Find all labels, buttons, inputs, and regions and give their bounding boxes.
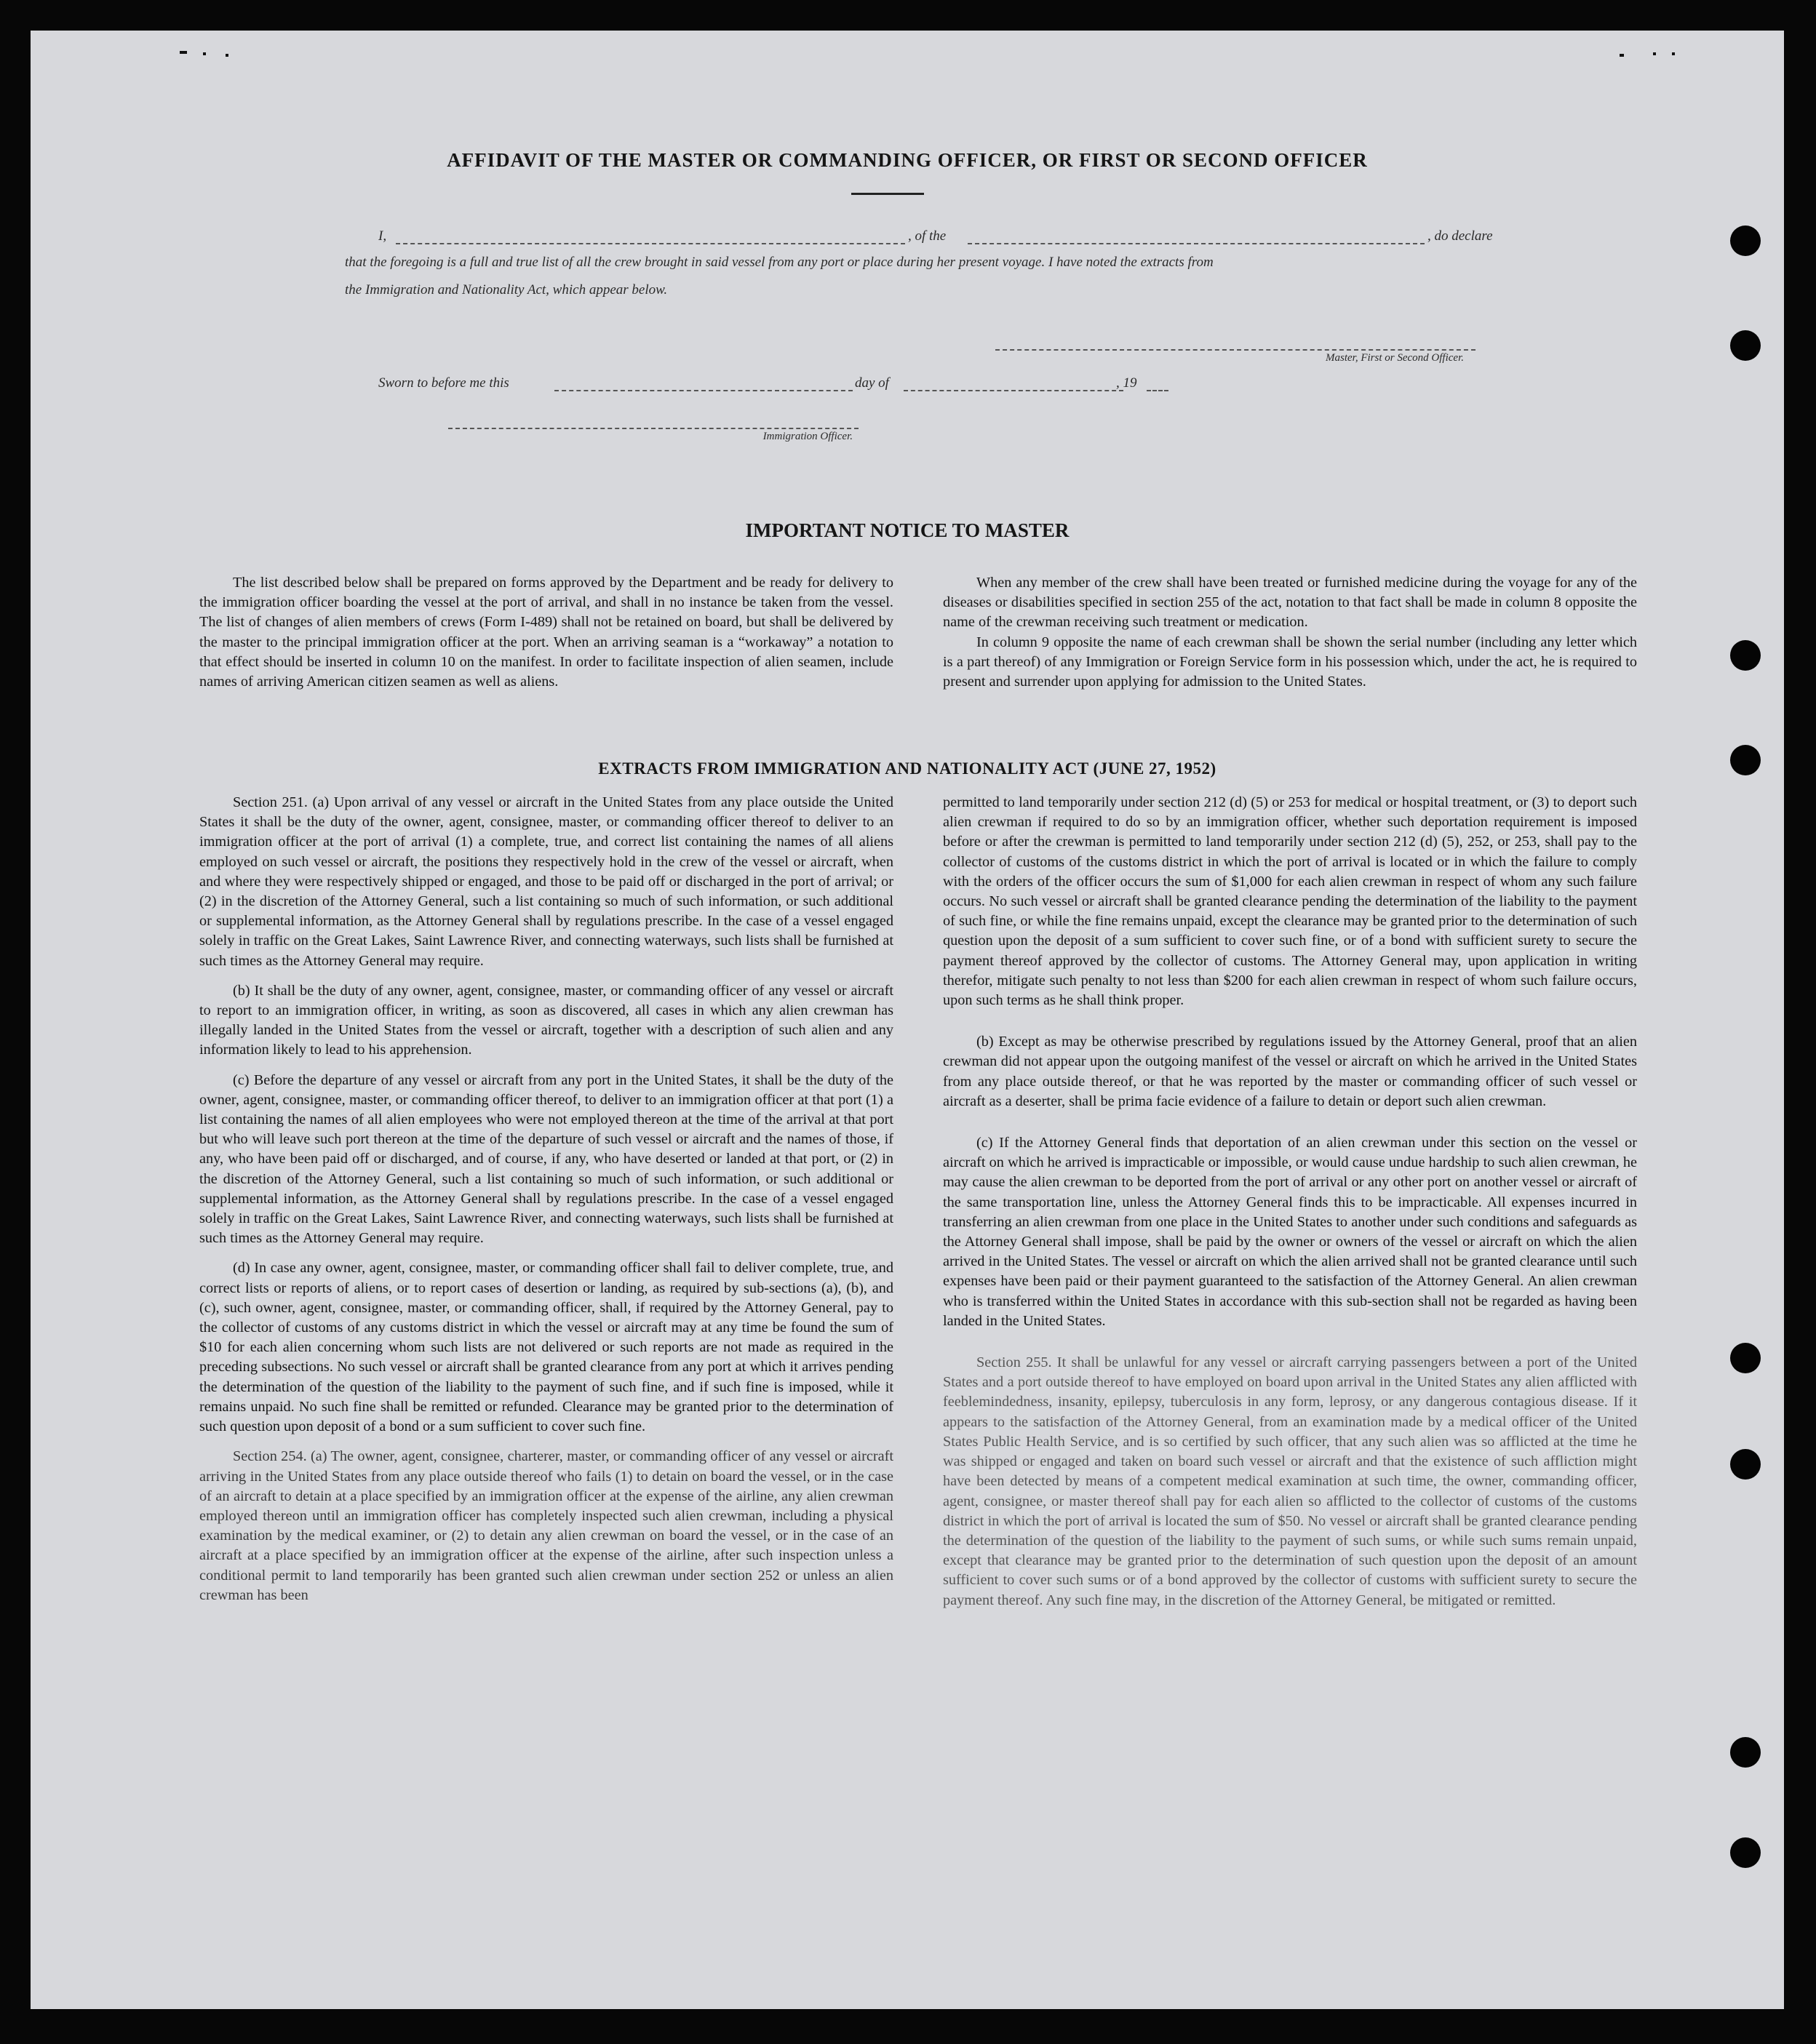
section-251-d: (d) In case any owner, agent, consignee, master, or commanding officer shall fail to deliver complete, true, and correct lists or reports of aliens, or to report cases of desertion or landing, as required by sub-sections (a), (b), and (c), such owner, agent, consignee, master, or commanding officer, shall, if required by the Attorney General, pay to the collector of customs of any customs district in which the vessel or aircraft may at any time be found the sum of $10 for each alien concerning whom such lists are not delivered or such reports are not made as required in the preceding subsections. No such vessel or aircraft shall be granted clearance from any port at which it arrives pending the determination of the question of the liability to the payment of such fine, and if such fine is imposed, while it remains unpaid. No such fine shall be remitted or refunded. Clearance may be granted prior to the determination of such question upon deposit of a bond or a sum sufficient to cover such fine. xyxy=(199,1260,893,1435)
affidavit-body-line2: that the foregoing is a full and true list of all the crew brought in said vessel from any port or place during her present voyage. I have noted the extracts from xyxy=(345,255,1214,270)
section-254-c: (c) If the Attorney General finds that deportation of an alien crewman under this section on the vessel or aircraft on which he arrived is impracticable or impossible, or would cause undue hardship to such alien crewman, he may cause the alien crewman to be deported from the port of arrival or any other port on another vessel or aircraft of the same transportation line, unless the Attorney General finds this to be impracticable. All expenses incurred in transferring an alien crewman from one place in the United States to another under such conditions and safeguards as the Attorney General shall impose, shall be paid by the owner or owners of the vessel or aircraft on which the alien arrived in the United States. The vessel or aircraft on which the alien arrived shall not be granted clearance until such expenses have been paid or their payment guaranteed to the satisfaction of the Attorney General. An alien crewman who is transferred within the United States in accordance with this sub-section shall not be regarded as having been landed in the United States. xyxy=(943,1135,1637,1329)
punch-hole xyxy=(1730,1737,1761,1768)
immigration-officer-label: Immigration Officer. xyxy=(762,431,853,442)
notice-title: IMPORTANT NOTICE TO MASTER xyxy=(745,519,1070,541)
punch-hole xyxy=(1730,225,1761,256)
section-255: Section 255. It shall be unlawful for any vessel or aircraft carrying passengers between a port of the United States and a port outside thereof to have employed on board upon arrival in the United States any alien afflicted with feeblemindedness, insanity, epilepsy, tuberculosis in any form, leprosy, or any dangerous contagious disease. If it appears to the satisfaction of the Attorney General, from an examination made by a medical officer of the United States Public Health Service, and is so certified by such officer, that any such alien was so afflicted at the time he was shipped or engaged and taken on board such vessel or aircraft and that the existence of such affliction might have been detected by means of a competent medical examination at such time, the owner, commanding officer, agent, consignee, or master thereof shall pay for each alien so afflicted to the collector of customs of the customs district in which the port of arrival is located the sum of $50. No vessel or aircraft shall be granted clearance pending the determination of the question of the liability to the payment of such sums, or while such sums remain unpaid, except that clearance may be granted prior to the determination of such question upon the deposit of an amount sufficient to cover such sums or of a bond approved by the collector of customs with sufficient surety to secure the payment thereof. Any such fine may, in the discretion of the Attorney General, be mitigated or remitted. xyxy=(943,1354,1637,1608)
sworn-year-field[interactable] xyxy=(1147,390,1168,391)
affidavit-of-the-label: , of the xyxy=(908,228,947,244)
notice-right-paragraph-2: In column 9 opposite the name of each crewman shall be shown the serial number (including any letter which is a part thereof) of any Immigration or Foreign Service form in his possession which, under the act, he is required to present and surrender upon applying for admission to the United States. xyxy=(943,634,1637,690)
punch-hole xyxy=(1730,1837,1761,1868)
title-underline xyxy=(851,193,924,195)
notice-right-paragraph-1: When any member of the crew shall have been treated or furnished medicine during the voyage for any of the diseases or disabilities specified in section 255 of the act, notation to that fact shall be made in column 8 opposite the name of the crewman receiving such treatment or medication. xyxy=(943,575,1637,631)
section-251-a: Section 251. (a) Upon arrival of any vessel or aircraft in the United States from any place outside the United States it shall be the duty of the owner, agent, consignee, master, or commanding officer thereof to deliver to an immigration officer at the port of arrival (1) a complete, true, and correct list containing the names of all aliens employed on such vessel or aircraft, the positions they respectively hold in the crew of the vessel or aircraft, when and where they were respectively shipped or engaged, and those to be paid off or discharged in the port of arrival; or (2) in the discretion of the Attorney General, such a list containing so much of such information, or such additional or supplemental information, as the Attorney General shall by regulations prescribe. In the case of a vessel engaged solely in traffic on the Great Lakes, Saint Lawrence River, and connecting waterways, such lists shall be furnished at such times as the Attorney General may require. xyxy=(199,794,893,969)
scan-speck xyxy=(203,52,206,55)
immigration-officer-signature-field[interactable] xyxy=(448,428,859,429)
section-254-b: (b) Except as may be otherwise prescribed by regulations issued by the Attorney General, proof that an alien crewman did not appear upon the outgoing manifest of the vessel or aircraft on which he arrived in the United States from any place outside thereof, or that he was reported by the master or commanding officer of such vessel or aircraft as a deserter, shall be prima facie evidence of a failure to detain or deport such alien crewman. xyxy=(943,1034,1637,1109)
scan-speck xyxy=(1620,54,1624,57)
sworn-day-field[interactable] xyxy=(554,390,853,391)
notice-right-column xyxy=(943,573,1637,692)
sworn-month-field[interactable] xyxy=(904,390,1123,391)
punch-hole xyxy=(1730,330,1761,361)
scan-speck xyxy=(1653,52,1656,55)
sworn-year-label: , 19 xyxy=(1116,375,1137,391)
punch-hole xyxy=(1730,640,1761,671)
punch-hole xyxy=(1730,1343,1761,1373)
affidavit-declare-label: , do declare xyxy=(1427,228,1493,244)
notice-left-paragraph: The list described below shall be prepared on forms approved by the Department and be ready for delivery to the immigration officer boarding the vessel at the port of arrival, and shall in no instance be taken from the vessel. The list of changes of alien members of crews (Form I-489) shall not be retained on board, but shall be delivered by the master to the principal immigration officer at the port. When an arriving seaman is a “workaway” a notation to that effect should be inserted in column 10 on the manifest. In order to facilitate inspection of alien seamen, include names of arriving American citizen seamen as well as aliens. xyxy=(199,575,893,690)
section-251-b: (b) It shall be the duty of any owner, agent, consignee, master, or commanding officer of any vessel or aircraft to report to an immigration officer, in writing, as soon as discovered, all cases in which any alien crewman has illegally landed in the United States from the vessel or aircraft, together with a description of such alien and any information likely to lead to his apprehension. xyxy=(199,982,893,1058)
sworn-label: Sworn to before me this xyxy=(378,375,509,391)
extracts-right-column xyxy=(943,793,1637,1610)
punch-hole xyxy=(1730,1449,1761,1480)
scan-speck xyxy=(180,51,187,54)
affiant-name-field[interactable] xyxy=(396,243,905,244)
section-254-a: Section 254. (a) The owner, agent, consignee, charterer, master, or commanding officer of any vessel or aircraft arriving in the United States from any place outside thereof who fails (1) to detain on board the vessel, or in the case of an aircraft to detain at a place specified by an immigration officer at the expense of the airline, any alien crewman employed thereon until an immigration officer has completely inspected such alien crewman, including a physical examination by the medical examiner, or (2) to detain any alien crewman on board the vessel, or in the case of an aircraft at a place specified by an immigration officer at the expense of the airline, after such inspection unless a conditional permit to land temporarily has been granted such alien crewman under section 252 or unless an alien crewman has been xyxy=(199,1448,893,1603)
scan-speck xyxy=(226,54,228,57)
scan-speck xyxy=(1672,52,1675,55)
section-254-a-continued: permitted to land temporarily under section 212 (d) (5) or 253 for medical or hospital treatment, or (3) to deport such alien crewman if required to do so by an immigration officer, whether such deportation requirement is imposed before or after the crewman is permitted to land temporarily under section 212 (d) (5), 252, or 253, shall pay to the collector of customs of the customs district in which the port of arrival is located or in which the failure to comply with the orders of the officer occurs the sum of $1,000 for each alien crewman in respect of whom any such failure occurs. No such vessel or aircraft shall be granted clearance pending the determination of the liability to the payment of such fine, or while the fine remains unpaid, except the clearance may be granted prior to the determination of such question upon the deposit of a sum sufficient to cover such fine, or of a bond with sufficient surety to secure the payment thereof approved by the collector of customs. The Attorney General may, upon application in writing therefor, mitigate such penalty to not less than $200 for each alien crewman in respect of whom such failure occurs, upon such terms as he shall think proper. xyxy=(943,794,1637,1009)
notice-left-column xyxy=(199,573,893,692)
section-251-c: (c) Before the departure of any vessel or aircraft from any port in the United States, it shall be the duty of the owner, agent, consignee, master, or commanding officer thereof, to deliver to an immigration officer at that port (1) a list containing the names of all alien employees who were not employed thereon at the time of the arrival at that port but who will leave such port thereon at the time of the departure of such vessel or aircraft and the names of those, if any, who have been paid off or discharged, and of course, if any, who have deserted or landed at that port, or (2) in the discretion of the Attorney General, such a list containing so much of such information, or such additional or supplemental information, as the Attorney General shall by regulations prescribe. In the case of a vessel engaged solely in traffic on the Great Lakes, Saint Lawrence River, and connecting waterways, such lists shall be furnished at such times as the Attorney General may require. xyxy=(199,1071,893,1247)
affidavit-title: AFFIDAVIT OF THE MASTER OR COMMANDING OFFICER, OR FIRST OR SECOND OFFICER xyxy=(447,149,1368,171)
affidavit-i-label: I, xyxy=(378,228,387,244)
affidavit-body-line3: the Immigration and Nationality Act, which appear below. xyxy=(345,282,668,298)
form-page xyxy=(31,31,1784,2009)
sworn-day-of-label: day of xyxy=(855,375,889,391)
extracts-left-column xyxy=(199,793,893,1605)
master-signature-label: Master, First or Second Officer. xyxy=(1326,352,1464,364)
master-signature-field[interactable] xyxy=(995,349,1476,351)
extracts-title: EXTRACTS FROM IMMIGRATION AND NATIONALITY ACT (JUNE 27, 1952) xyxy=(598,759,1216,778)
vessel-name-field[interactable] xyxy=(968,243,1425,244)
